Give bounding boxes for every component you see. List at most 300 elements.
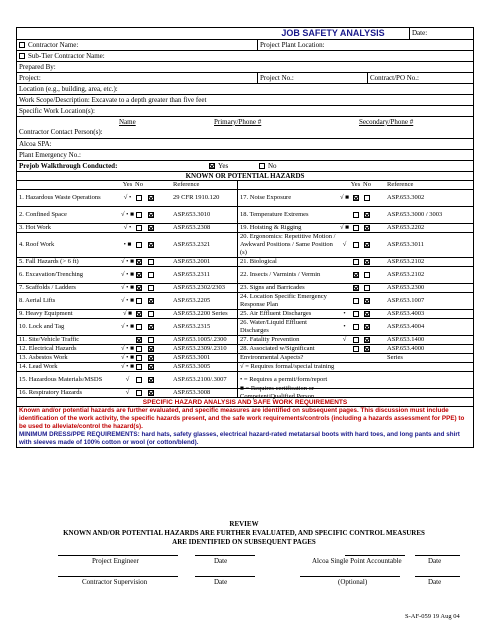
- hazard-yes-checkbox-right[interactable]: [353, 259, 359, 265]
- hazard-marks: [122, 336, 133, 345]
- hazard-yes-checkbox[interactable]: [136, 364, 142, 370]
- sig-contractor-supervision: Contractor Supervision: [82, 578, 148, 586]
- hazard-reference-right: ASP.653.2300: [385, 284, 473, 293]
- work-scope-field[interactable]: Work Scope/Description: Excavate to a depth greater than five feet: [19, 96, 207, 104]
- hazard-no-checkbox-right-cell: [361, 224, 373, 233]
- hazard-yes-checkbox-right-cell: [350, 284, 361, 293]
- sig-date-2: Date: [428, 557, 442, 565]
- spacer: [157, 258, 171, 267]
- hazard-yes-checkbox-right-cell: [350, 363, 361, 372]
- hazard-marks-right: [339, 267, 350, 284]
- review-section: [16, 520, 472, 547]
- hazard-no-checkbox-cell: [145, 233, 157, 258]
- hazard-yes-checkbox-cell: [133, 190, 145, 207]
- spacer: [373, 363, 385, 372]
- hazard-no-checkbox-cell: [145, 354, 157, 363]
- spacer: [373, 354, 385, 363]
- location-field[interactable]: Location (e.g., building, area, etc.):: [19, 85, 118, 93]
- hazard-no-checkbox-cell: [145, 284, 157, 293]
- hazard-reference: ASP.653.2200 Series: [171, 310, 237, 319]
- hazard-label-right: 27. Fatality Prevention: [237, 336, 339, 345]
- hazard-no-checkbox-right[interactable]: [364, 272, 370, 278]
- hazard-no-checkbox-right-cell: [361, 267, 373, 284]
- hazard-yes-checkbox-right-cell: [350, 267, 361, 284]
- contract-po-field[interactable]: Contract/PO No.:: [367, 73, 473, 83]
- spacer: [157, 319, 171, 336]
- hazard-no-checkbox-cell: [145, 190, 157, 207]
- hazard-yes-checkbox-right-cell: [350, 224, 361, 233]
- hazard-yes-checkbox-right[interactable]: [353, 298, 359, 304]
- hazard-yes-checkbox-cell: [133, 233, 145, 258]
- hazard-reference-right: [385, 389, 473, 398]
- spacer: [157, 190, 171, 207]
- hz-col-yes-2: Yes: [350, 181, 361, 188]
- hazard-no-checkbox-right-cell: [361, 284, 373, 293]
- date-line-4[interactable]: [415, 576, 460, 577]
- project-no-field[interactable]: Project No.:: [257, 73, 367, 83]
- hazard-marks-right: •: [339, 310, 350, 319]
- hazard-no-checkbox-right-cell: [361, 207, 373, 224]
- hazard-marks: • ■: [122, 233, 133, 258]
- requirements-para2: MINIMUM DRESS/PPE REQUIREMENTS: hard hats, safety glasses, electrical hazard-rated metatarsal boots with hard toes, and long pants and shirt with sleeves made of 100% cotton or wool (or cotton/blend).: [19, 431, 460, 446]
- spacer: [373, 336, 385, 345]
- hazard-no-checkbox-right[interactable]: [364, 285, 370, 291]
- hazard-no-checkbox-right-cell: [361, 293, 373, 310]
- hazard-no-checkbox[interactable]: [148, 212, 154, 218]
- hz-col-yes: Yes: [122, 181, 133, 188]
- spacer: [157, 293, 171, 310]
- col-name-header: Name: [119, 118, 136, 126]
- hazard-no-checkbox-cell: [145, 319, 157, 336]
- hazard-yes-checkbox[interactable]: [136, 311, 142, 317]
- hazard-reference: ASP.653.3010: [171, 207, 237, 224]
- hazard-no-checkbox-right[interactable]: [364, 337, 370, 343]
- hazard-no-checkbox-cell: [145, 345, 157, 354]
- hazard-label: 4. Roof Work: [17, 233, 122, 258]
- hazard-yes-checkbox-cell: [133, 372, 145, 389]
- hazard-no-checkbox[interactable]: [148, 311, 154, 317]
- plant-emergency-field[interactable]: Plant Emergency No.:: [19, 151, 81, 159]
- hazard-no-checkbox-right-cell: [361, 258, 373, 267]
- hazard-yes-checkbox-cell: [133, 267, 145, 284]
- hazard-yes-checkbox-cell: [133, 363, 145, 372]
- prejob-no-checkbox[interactable]: [259, 163, 265, 169]
- spacer: [373, 310, 385, 319]
- hazard-label: 1. Hazardous Waste Operations: [17, 190, 122, 207]
- hazard-yes-checkbox-cell: [133, 284, 145, 293]
- hazard-no-checkbox-right-cell: [361, 372, 373, 389]
- hazard-no-checkbox-right-cell: [361, 336, 373, 345]
- hazard-marks-right: √: [339, 336, 350, 345]
- project-field[interactable]: Project:: [19, 74, 41, 82]
- hazard-reference-right: ASP.653.4003: [385, 310, 473, 319]
- sig-date-3: Date: [214, 578, 228, 586]
- hazard-no-checkbox-right-cell: [361, 363, 373, 372]
- hazard-yes-checkbox-cell: [133, 345, 145, 354]
- spacer: [373, 207, 385, 224]
- jsa-form: JOB SAFETY ANALYSIS Date: Contractor Name: Project Plant Location: Sub-Tier Contractor Name: Prepared By: Project: Project No.: Contract/PO No.: Location (e.g., building, area, etc.): Work Scope/Description: Excavate to a depth greater than five feet Specific Work Location(s): Name Primary/Phone # Secondary/Phone # Contractor Contact Person(s): Alcoa SPA: Plant Emergency No.: Prejob Walkthrough Conducted: Yes No KNOWN OR POTENTIAL HAZARDS Yes No Reference Yes No Reference 1. Hazardous Waste Operations √ • 29 CFR 1910.120 17. Noise Exposure √ ■ ASP.653.3002 2. Confined Space √ • ■ ASP.653.3010 18. Temperature Extremes ASP.653.3000 / 3003 3. Hot Work √ • ASP.653.2308 19. Hoisting & Rigging √ ■ ASP.653.2202 4. Roof Work • ■ ASP.653.2321 20. Ergonomics: Repetitive Motion / Awkward Positions / Same Position (s) √ ASP.653.3011 5. Fall Hazards (> 6 ft) √ • ■ ASP.653.2001 21. Biological ASP.653.2102 6. Excavation/Trenching √ • ■ ASP.653.2311 22. Insects / Varmints / Vermin ASP.653.2102 7. Scaffolds / Ladders √ • ■ ASP.653.2302/2303 23. Signs and Barricades ASP.653.2300 8. Aerial Lifts √ • ■ ASP.653.2205 24. Location Specific Emergency Response Plan ASP.653.1007 9. Heavy Equipment √ ■ ASP.653.2200 Series 25. Air Effluent Discharges • ASP.653.4003 10. Lock and Tag √ • ■ ASP.653.2315 26. Water/Liquid Effluent Discharges • ASP.653.4004 11. Site/Vehicle Traffic ASP.653.1005/.2300 27. Fatality Prevention √ ASP.653.1400 12. Electrical Hazards √ • ■ ASP.653.2309/.2310 28. Associated w/Significant ASP.653.4000 13. Asbestos Work √ • ■ ASP.653.3001 Environmental Aspects? Series 14. Lead Work √ • ■ ASP.653.3005 √ = Requires formal/special training 15. Hazardous Materials/MSDS √ ASP.653.2100/.3007 • = Requires a permit/form/report 16. Respiratory Hazards √ ASP.653.3008 ■ = Requires certification or Competent/Qualified Person SPECIFIC HAZARD ANALYSIS AND SAFE WORK REQUIREMENTS Known and/or potential hazards are further evaluated, and specific measures are identified on subsequent pages. This discussion must include identification of the work activity, the specific hazards present, and the safe work requirements/controls (including a hazards assessment for PPE) to be used to alleviate/control the hazard(s). MINIMUM DRESS/PPE REQUIREMENTS: hard hats, safety glasses, electrical hazard-rated metatarsal boots with hard toes, and long pants and shirt with sleeves made of 100% cotton or wool (or cotton/blend).: [16, 27, 474, 448]
- hazard-reference-right: ASP.653.1400: [385, 336, 473, 345]
- hazard-label: 16. Respiratory Hazards: [17, 389, 122, 398]
- hazard-marks: √ • ■: [122, 267, 133, 284]
- hazard-yes-checkbox[interactable]: [136, 195, 142, 201]
- hazard-no-checkbox[interactable]: [148, 337, 154, 343]
- hazard-no-checkbox-cell: [145, 310, 157, 319]
- hazard-no-checkbox-right-cell: [361, 190, 373, 207]
- spacer: [157, 363, 171, 372]
- spacer: [373, 258, 385, 267]
- prejob-label: Prejob Walkthrough Conducted:: [19, 162, 118, 170]
- hazard-no-checkbox-right[interactable]: [364, 324, 370, 330]
- hazard-no-checkbox-right-cell: [361, 319, 373, 336]
- contractor-name-field[interactable]: Contractor Name:: [17, 40, 257, 50]
- hazard-no-checkbox[interactable]: [148, 364, 154, 370]
- hazard-label-right: ■ = Requires certification or Competent/Qualified Person: [237, 389, 339, 398]
- hazard-reference-right: Series: [385, 354, 473, 363]
- hazard-reference: ASP.653.2001: [171, 258, 237, 267]
- hazard-reference-right: ASP.653.2102: [385, 258, 473, 267]
- subtier-checkbox[interactable]: [19, 53, 25, 59]
- requirements-title: SPECIFIC HAZARD ANALYSIS AND SAFE WORK REQUIREMENTS: [142, 399, 348, 406]
- hazard-marks-right: [339, 293, 350, 310]
- hazard-marks: √ • ■: [120, 258, 135, 265]
- hazard-label-right: Environmental Aspects?: [237, 354, 339, 363]
- hazard-no-checkbox-cell: [145, 389, 157, 398]
- hazard-no-checkbox-cell: [145, 267, 157, 284]
- hazard-no-checkbox-right-cell: [361, 354, 373, 363]
- hazard-no-checkbox-right[interactable]: [364, 195, 370, 201]
- hazard-no-checkbox-right[interactable]: [364, 259, 370, 265]
- hazard-yes-checkbox[interactable]: [136, 377, 142, 383]
- hazard-reference: ASP.653.2308: [171, 224, 237, 233]
- spacer: [157, 267, 171, 284]
- hazard-no-checkbox-right[interactable]: [364, 225, 370, 231]
- hazard-reference-right: ASP.653.2102: [385, 267, 473, 284]
- hazard-marks-right: [339, 372, 350, 389]
- requirements-para1: Known and/or potential hazards are further evaluated, and specific measures are identified on subsequent pages. This discussion must include identification of the work activity, the specific hazards present, and the safe work requirements/controls (including a hazards assessment for PPE) to be used to alleviate/control the hazard(s).: [19, 407, 465, 430]
- sig-date-1: Date: [214, 557, 228, 565]
- hz-col-no: No: [133, 181, 145, 190]
- hazard-yes-checkbox[interactable]: [136, 355, 142, 361]
- hz-col-ref: Reference: [171, 181, 237, 190]
- sig-date-4: Date: [428, 578, 442, 586]
- hazard-yes-checkbox-right-cell: [350, 258, 361, 267]
- spacer: [157, 354, 171, 363]
- hazard-reference: ASP.653.2100/.3007: [171, 372, 237, 389]
- hazard-no-checkbox[interactable]: [148, 298, 154, 304]
- col-primary-header: Primary/Phone #: [214, 118, 262, 126]
- hazard-marks: √ • ■: [120, 363, 135, 370]
- hazard-label: 12. Electrical Hazards: [17, 345, 122, 354]
- project-plant-location-field[interactable]: Project Plant Location:: [257, 40, 473, 50]
- spacer: [373, 293, 385, 310]
- sig-line-4[interactable]: [300, 576, 400, 577]
- hazard-reference-right: ASP.653.3002: [385, 190, 473, 207]
- form-title: JOB SAFETY ANALYSIS: [281, 28, 385, 38]
- hazard-marks: √ • ■: [120, 284, 135, 291]
- hazard-no-checkbox[interactable]: [148, 324, 154, 330]
- hazard-marks: √ ■: [122, 310, 133, 317]
- hazard-no-checkbox[interactable]: [148, 272, 154, 278]
- hazard-label: 10. Lock and Tag: [17, 319, 122, 336]
- hazard-yes-checkbox-cell: [133, 224, 145, 233]
- hazard-reference: ASP.653.1005/.2300: [171, 336, 237, 345]
- hazard-marks-right: [339, 345, 350, 354]
- hazard-label: 3. Hot Work: [17, 224, 122, 233]
- hazard-no-checkbox-right[interactable]: [364, 212, 370, 218]
- hazard-no-checkbox-cell: [145, 372, 157, 389]
- hazard-marks: √: [122, 372, 133, 389]
- spacer: [373, 345, 385, 354]
- hazard-label-right: 22. Insects / Varmints / Vermin: [237, 267, 339, 284]
- hazard-marks-right: √ ■: [339, 224, 350, 231]
- hazard-yes-checkbox-cell: [133, 354, 145, 363]
- hazard-marks-right: [339, 354, 350, 363]
- prepared-by-field[interactable]: Prepared By:: [19, 63, 56, 71]
- hazard-label: 14. Lead Work: [17, 363, 122, 372]
- hazard-marks-right: [339, 207, 350, 224]
- hazard-no-checkbox[interactable]: [148, 242, 154, 248]
- review-statement-1: KNOWN AND/OR POTENTIAL HAZARDS ARE FURTHER EVALUATED, AND SPECIFIC CONTROL MEASURES: [63, 529, 425, 537]
- spacer: [157, 336, 171, 345]
- hazard-label-right: √ = Requires formal/special training: [237, 363, 339, 372]
- spacer: [157, 345, 171, 354]
- hazard-marks: √: [122, 389, 133, 398]
- hazard-label-right: 20. Ergonomics: Repetitive Motion / Awkward Positions / Same Position (s): [237, 233, 339, 258]
- hazard-reference: ASP.653.2309/.2310: [171, 345, 237, 354]
- spacer: [373, 233, 385, 258]
- hazard-yes-checkbox[interactable]: [136, 298, 142, 304]
- hazard-yes-checkbox-right[interactable]: [353, 311, 359, 317]
- hazard-no-checkbox[interactable]: [148, 195, 154, 201]
- hazard-marks: √ •: [123, 224, 132, 231]
- hazard-no-checkbox-right-cell: [361, 345, 373, 354]
- hazard-yes-checkbox[interactable]: [136, 390, 142, 396]
- hazard-marks: √ • ■: [120, 354, 135, 361]
- hazard-label-right: 23. Signs and Barricades: [237, 284, 339, 293]
- spacer: [157, 310, 171, 319]
- hazard-marks-right: •: [339, 319, 350, 336]
- spacer: [373, 190, 385, 207]
- date-line-2[interactable]: [415, 555, 460, 556]
- subtier-contractor-field[interactable]: Sub-Tier Contractor Name:: [17, 51, 473, 61]
- hazard-no-checkbox-right[interactable]: [364, 298, 370, 304]
- hazard-no-checkbox-right-cell: [361, 389, 373, 398]
- hazard-yes-checkbox-right-cell: [350, 389, 361, 398]
- spacer: [157, 233, 171, 258]
- hazard-yes-checkbox[interactable]: [136, 225, 142, 231]
- hazard-no-checkbox-cell: [145, 224, 157, 233]
- sig-project-engineer: Project Engineer: [92, 557, 139, 565]
- hazard-yes-checkbox-right[interactable]: [353, 346, 359, 352]
- hazard-reference: ASP.653.3005: [171, 363, 237, 372]
- spacer: [157, 372, 171, 389]
- hazard-no-checkbox-cell: [145, 293, 157, 310]
- spacer: [373, 319, 385, 336]
- hazard-no-checkbox-right[interactable]: [364, 311, 370, 317]
- hazard-label-right: 25. Air Effluent Discharges: [237, 310, 339, 319]
- hazard-marks-right: [339, 258, 350, 267]
- hazard-yes-checkbox-right-cell: [350, 190, 361, 207]
- contractor-contact-field[interactable]: Contractor Contact Person(s):: [19, 128, 103, 136]
- hazard-label: 5. Fall Hazards (> 6 ft): [17, 258, 122, 267]
- hazard-label-right: • = Requires a permit/form/report: [237, 372, 339, 389]
- hazard-yes-checkbox-right-cell: [350, 233, 361, 258]
- hazard-reference: ASP.653.2311: [171, 267, 237, 284]
- hazard-no-checkbox-cell: [145, 207, 157, 224]
- hazard-no-checkbox[interactable]: [148, 355, 154, 361]
- hazard-yes-checkbox-right[interactable]: [353, 272, 359, 278]
- hazard-yes-checkbox-right-cell: [350, 207, 361, 224]
- hazard-yes-checkbox-right-cell: [350, 293, 361, 310]
- hazard-reference-right: ASP.653.3000 / 3003: [385, 207, 473, 224]
- hazard-reference-right: ASP.653.4004: [385, 319, 473, 336]
- sig-alcoa-spa: Alcoa Single Point Accountable: [312, 557, 402, 565]
- hazard-no-checkbox-right-cell: [361, 310, 373, 319]
- hazard-yes-checkbox[interactable]: [136, 337, 142, 343]
- hazard-reference-right: [385, 363, 473, 372]
- hazard-no-checkbox-cell: [145, 363, 157, 372]
- review-title: REVIEW: [229, 520, 259, 528]
- hazard-marks-right: √ ■: [339, 190, 350, 207]
- hazard-yes-checkbox-right[interactable]: [353, 212, 359, 218]
- hazard-yes-checkbox-right-cell: [350, 372, 361, 389]
- hazard-label-right: 28. Associated w/Significant: [237, 345, 339, 354]
- hazard-yes-checkbox-right-cell: [350, 310, 361, 319]
- hazard-label: 13. Asbestos Work: [17, 354, 122, 363]
- hazard-label: 7. Scaffolds / Ladders: [17, 284, 122, 293]
- specific-work-location-field[interactable]: Specific Work Location(s):: [19, 107, 95, 115]
- contractor-checkbox[interactable]: [19, 42, 25, 48]
- hazard-reference-right: ASP.653.3011: [385, 233, 473, 258]
- sig-line-1[interactable]: [58, 555, 178, 556]
- hazard-no-checkbox[interactable]: [148, 225, 154, 231]
- hazard-yes-checkbox[interactable]: [136, 285, 142, 291]
- hazard-reference: ASP.653.2205: [171, 293, 237, 310]
- review-statement-2: ARE IDENTIFIED ON SUBSEQUENT PAGES: [172, 538, 316, 546]
- hazard-marks: √ • ■: [122, 207, 133, 224]
- hazard-yes-checkbox-cell: [133, 310, 145, 319]
- hazard-yes-checkbox[interactable]: [136, 272, 142, 278]
- spacer: [373, 389, 385, 398]
- hazard-no-checkbox[interactable]: [148, 346, 154, 352]
- spacer: [157, 389, 171, 398]
- hazard-reference-right: ASP.653.4000: [385, 345, 473, 354]
- spacer: [157, 284, 171, 293]
- hazard-marks: √ •: [122, 190, 133, 207]
- sig-line-3[interactable]: [58, 576, 178, 577]
- hazard-yes-checkbox[interactable]: [136, 324, 142, 330]
- hazard-yes-checkbox[interactable]: [136, 346, 142, 352]
- hazard-yes-checkbox[interactable]: [136, 242, 142, 248]
- hazard-no-checkbox-cell: [145, 336, 157, 345]
- hazard-no-checkbox[interactable]: [148, 259, 154, 265]
- hazard-yes-checkbox-right[interactable]: [353, 225, 359, 231]
- hazard-marks: √ • ■: [120, 345, 135, 352]
- hazard-reference: ASP.653.3001: [171, 354, 237, 363]
- hz-col-no-2: No: [361, 181, 373, 190]
- hazard-yes-checkbox-cell: [133, 389, 145, 398]
- spacer: [373, 224, 385, 233]
- prejob-yes-checkbox[interactable]: [209, 163, 215, 169]
- spacer: [373, 284, 385, 293]
- hazard-yes-checkbox[interactable]: [136, 259, 142, 265]
- hazard-marks: √ • ■: [122, 319, 133, 336]
- hazard-marks-right: [339, 284, 350, 293]
- hazard-no-checkbox-right[interactable]: [364, 242, 370, 248]
- hazard-label-right: 24. Location Specific Emergency Response Plan: [237, 293, 339, 310]
- date-line-1[interactable]: [195, 555, 255, 556]
- sig-line-2[interactable]: [345, 555, 405, 556]
- spacer: [157, 224, 171, 233]
- col-secondary-header: Secondary/Phone #: [359, 118, 414, 126]
- alcoa-spa-field[interactable]: Alcoa SPA:: [19, 140, 52, 148]
- hazard-label-right: 26. Water/Liquid Effluent Discharges: [237, 319, 339, 336]
- hazard-label: 6. Excavation/Trenching: [17, 267, 122, 284]
- hazard-marks-right: √: [339, 233, 350, 258]
- hazard-yes-checkbox-right[interactable]: [353, 324, 359, 330]
- hazards-title: KNOWN OR POTENTIAL HAZARDS: [185, 172, 305, 180]
- hazard-yes-checkbox-cell: [133, 207, 145, 224]
- hazard-yes-checkbox-cell: [133, 293, 145, 310]
- hazard-label: 15. Hazardous Materials/MSDS: [17, 372, 122, 389]
- hazard-no-checkbox[interactable]: [148, 377, 154, 383]
- hazard-yes-checkbox-cell: [133, 258, 145, 267]
- hazard-no-checkbox[interactable]: [148, 285, 154, 291]
- hazard-label: 8. Aerial Lifts: [17, 293, 122, 310]
- form-id: S-AF-059 19 Aug 04: [405, 613, 460, 620]
- hazard-yes-checkbox-cell: [133, 336, 145, 345]
- hazard-reference-right: ASP.653.2202: [385, 224, 473, 233]
- hazard-label-right: 18. Temperature Extremes: [237, 207, 339, 224]
- hazard-label-right: 21. Biological: [237, 258, 339, 267]
- hazard-no-checkbox-cell: [145, 258, 157, 267]
- hazard-reference: ASP.653.2315: [171, 319, 237, 336]
- hazard-reference: ASP.653.2321: [171, 233, 237, 258]
- spacer: [373, 267, 385, 284]
- date-field[interactable]: Date:: [409, 28, 473, 39]
- hazard-yes-checkbox[interactable]: [136, 212, 142, 218]
- hazard-yes-checkbox-right[interactable]: [353, 337, 359, 343]
- hazard-yes-checkbox-right[interactable]: [353, 195, 359, 201]
- hazard-marks: √ • ■: [122, 293, 133, 310]
- sig-optional: (Optional): [338, 578, 368, 586]
- hazard-reference: 29 CFR 1910.120: [171, 190, 237, 207]
- hz-col-ref-2: Reference: [385, 181, 473, 190]
- hazard-label: 2. Confined Space: [17, 207, 122, 224]
- hazard-reference-right: [385, 372, 473, 389]
- hazard-label-right: 19. Hoisting & Rigging: [237, 224, 339, 233]
- hazards-table: [17, 181, 473, 398]
- hazard-yes-checkbox-right[interactable]: [353, 242, 359, 248]
- hazard-reference: ASP.653.2302/2303: [171, 284, 237, 293]
- hazard-label-right: 17. Noise Exposure: [237, 190, 339, 207]
- hazard-no-checkbox-right[interactable]: [364, 346, 370, 352]
- hazard-yes-checkbox-right-cell: [350, 319, 361, 336]
- date-line-3[interactable]: [195, 576, 255, 577]
- hazard-yes-checkbox-right[interactable]: [353, 285, 359, 291]
- hazard-marks-right: [339, 363, 350, 372]
- spacer: [157, 207, 171, 224]
- hazard-marks-right: [339, 389, 350, 398]
- spacer: [373, 372, 385, 389]
- hazard-label: 9. Heavy Equipment: [17, 310, 122, 319]
- hazard-yes-checkbox-right-cell: [350, 354, 361, 363]
- hazard-no-checkbox[interactable]: [148, 390, 154, 396]
- hazard-yes-checkbox-cell: [133, 319, 145, 336]
- hazard-no-checkbox-right-cell: [361, 233, 373, 258]
- hazard-reference: ASP.653.3008: [171, 389, 237, 398]
